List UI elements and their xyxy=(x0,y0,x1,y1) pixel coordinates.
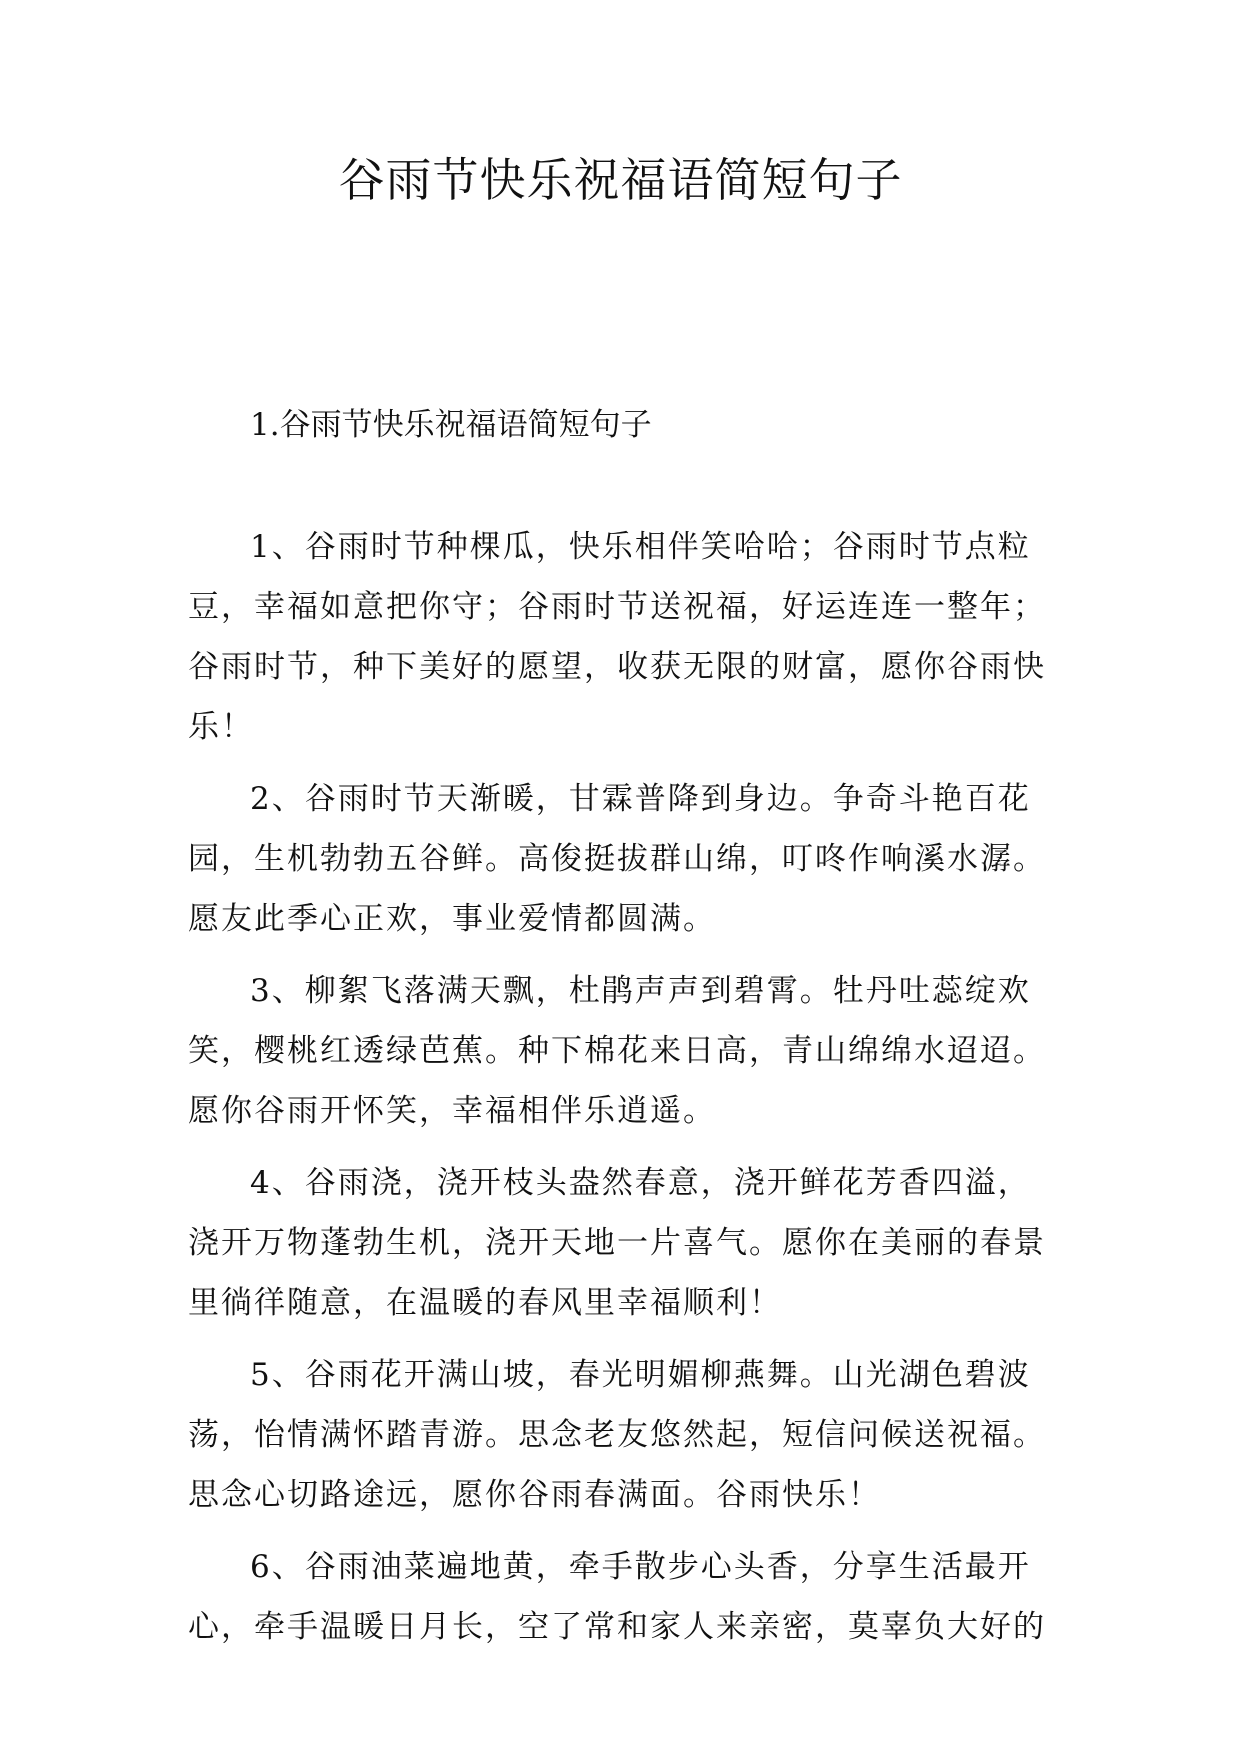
paragraph-3 xyxy=(188,961,1054,1141)
document-title: 谷雨节快乐祝福语简短句子 xyxy=(338,153,903,207)
paragraph-line: 心，牵手温暖日月长，空了常和家人来亲密，莫辜负大好的 xyxy=(188,1609,1046,1645)
paragraph-line: 思念心切路途远，愿你谷雨春满面。谷雨快乐！ xyxy=(188,1477,881,1513)
paragraph-2 xyxy=(188,769,1054,949)
paragraph-line: 豆，幸福如意把你守；谷雨时节送祝福，好运连连一整年； xyxy=(188,589,1046,625)
document-body xyxy=(188,517,1054,1669)
paragraph-line: 6、谷雨油菜遍地黄，牵手散步心头香，分享生活最开 xyxy=(250,1549,1031,1585)
paragraph-line: 谷雨时节，种下美好的愿望，收获无限的财富，愿你谷雨快 xyxy=(188,649,1046,685)
paragraph-line: 乐！ xyxy=(188,709,254,745)
paragraph-line: 4、谷雨浇，浇开枝头盎然春意，浇开鲜花芳香四溢， xyxy=(250,1165,1031,1201)
paragraph-4 xyxy=(188,1153,1054,1333)
paragraph-line: 笑，樱桃红透绿芭蕉。种下棉花来日高，青山绵绵水迢迢。 xyxy=(188,1033,1046,1069)
paragraph-line: 3、柳絮飞落满天飘，杜鹃声声到碧霄。牡丹吐蕊绽欢 xyxy=(250,973,1031,1009)
paragraph-1 xyxy=(188,517,1054,757)
section-heading: 1.谷雨节快乐祝福语简短句子 xyxy=(250,407,652,443)
paragraph-line: 园，生机勃勃五谷鲜。高俊挺拔群山绵，叮咚作响溪水潺。 xyxy=(188,841,1046,877)
paragraph-6 xyxy=(188,1537,1054,1657)
paragraph-line: 浇开万物蓬勃生机，浇开天地一片喜气。愿你在美丽的春景 xyxy=(188,1225,1046,1261)
paragraph-line: 2、谷雨时节天渐暖，甘霖普降到身边。争奇斗艳百花 xyxy=(250,781,1031,817)
paragraph-line: 愿友此季心正欢，事业爱情都圆满。 xyxy=(188,901,716,937)
paragraph-line: 荡，怡情满怀踏青游。思念老友悠然起，短信问候送祝福。 xyxy=(188,1417,1046,1453)
paragraph-line: 里徜徉随意，在温暖的春风里幸福顺利！ xyxy=(188,1285,782,1321)
paragraph-line: 愿你谷雨开怀笑，幸福相伴乐逍遥。 xyxy=(188,1093,716,1129)
paragraph-line: 5、谷雨花开满山坡，春光明媚柳燕舞。山光湖色碧波 xyxy=(250,1357,1031,1393)
paragraph-5 xyxy=(188,1345,1054,1525)
paragraph-line: 1、谷雨时节种棵瓜，快乐相伴笑哈哈；谷雨时节点粒 xyxy=(250,529,1031,565)
